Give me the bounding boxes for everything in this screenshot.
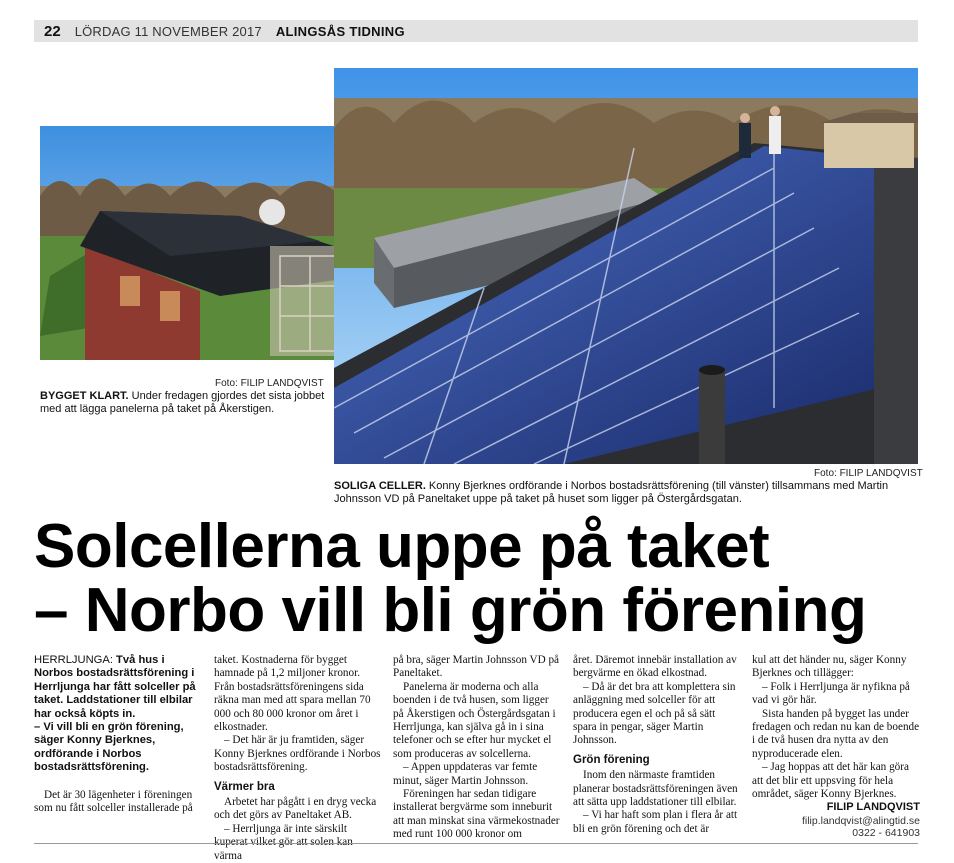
article-column-3 xyxy=(393,654,561,842)
photo-credit: Foto: FILIP LANDQVIST xyxy=(814,468,923,479)
article-lead xyxy=(34,654,202,721)
photo-credit: Foto: FILIP LANDQVIST xyxy=(215,378,324,389)
paragraph: taket. Kostnaderna för bygget hamnade på 1,2 miljoner kronor. Från bostadsrättsföreningens sida räkna man med att spara mellan 70 000 och 80 000 kronor om året i elkostnader. xyxy=(214,654,371,734)
subheading: Grön förening xyxy=(573,753,650,766)
caption-lead: BYGGET KLART. xyxy=(40,390,129,402)
paragraph: året. Däremot innebär installation av bergvärme en ökad elkostnad. xyxy=(573,654,737,680)
photo-solar-panels xyxy=(334,68,918,464)
lead-text: Två hus i Norbos bostadsrättsförening i Herrljunga har fått solceller på taket. Laddstationer till elbilar har också köpts in. xyxy=(34,654,196,720)
caption-text: Konny Bjerknes ordförande i Norbos bostadsrättsförening (till vänster) tillsammans med Martin Johnsson VD på Paneltaket uppe på taket på huset som ligger på Östergårdsgatan. xyxy=(334,480,889,505)
dateline-place: HERRLJUNGA: xyxy=(34,654,113,666)
paragraph: Föreningen har sedan tidigare installerat bergvärme som inneburit att man minskat sina värmekostnader med runt 100 000 kronor om xyxy=(393,788,560,841)
byline: FILIP LANDQVIST xyxy=(826,801,920,814)
subheading: Värmer bra xyxy=(214,780,275,793)
author-phone: 0322 - 641903 xyxy=(852,827,920,840)
headline-line-1: Solcellerna uppe på taket xyxy=(34,512,770,581)
lead-quote: – Vi vill bli en grön förening, säger Konny Bjerknes, ordförande i Norbos bostadsrättsförening. xyxy=(34,721,184,774)
paragraph: – Vi har haft som plan i flera år att bli en grön förening och det är xyxy=(573,809,738,835)
bottom-rule xyxy=(34,843,918,844)
newspaper-name: ALINGSÅS TIDNING xyxy=(275,23,405,39)
paragraph: – Appen uppdateras var femte minut, säger Martin Johnsson. xyxy=(393,761,538,787)
article-column-5 xyxy=(752,654,920,840)
paragraph: Sista handen på bygget las under fredagen och redan nu kan de boende i de två husen dra nytta av den nyproducerade elen. xyxy=(752,707,920,760)
caption-lead: SOLIGA CELLER. xyxy=(334,480,426,492)
paragraph: kul att det händer nu, säger Konny Bjerknes och tillägger: xyxy=(752,654,907,680)
paragraph: Arbetet har pågått i en dryg vecka och det görs av Paneltaket AB. xyxy=(214,796,377,822)
photo-building-done xyxy=(40,126,365,360)
page-number: 22 xyxy=(44,22,61,40)
headline-line-2: – Norbo vill bli grön förening xyxy=(34,576,867,645)
paragraph: – Folk i Herrljunga är nyfikna på vad vi gör här. xyxy=(752,680,910,707)
paragraph: på bra, säger Martin Johnsson VD på Paneltaket. xyxy=(393,654,560,680)
paragraph: – Jag hoppas att det här kan göra att det blir ett uppsving för hela området, säger Konny Bjerknes. xyxy=(752,761,909,801)
article-column-4 xyxy=(573,654,741,836)
caption-text: Under fredagen gjordes det sista jobbet med att lägga panelerna på taket på Åkerstigen. xyxy=(40,390,325,415)
paragraph: – Det här är ju framtiden, säger Konny Bjerknes ordförande i Norbos bostadsrättsförening. xyxy=(214,734,381,774)
page-header xyxy=(34,20,918,42)
paragraph: – Då är det bra att komplettera sin anläggning med solceller för att producera egen el och på så sätt spara in pengar, säger Martin Johnsson. xyxy=(573,680,736,747)
paragraph: Det är 30 lägenheter i föreningen som nu fått solceller installerade på xyxy=(34,788,193,815)
photo-caption xyxy=(334,480,919,506)
author-email: filip.landqvist@alingtid.se xyxy=(801,814,920,827)
paragraph: Inom den närmaste framtiden planerar bostadsrättsföreningen även att sätta upp laddstationer till elbilar. xyxy=(573,769,738,809)
paragraph: Panelerna är moderna och alla boenden i de två husen, som ligger på Åkerstigen och Östergårdsgatan i Herrljunga, kan själva gå in i sina telefoner och se efter hur mycket el som produceras av solcellerna. xyxy=(393,680,556,760)
headline xyxy=(34,512,924,645)
article-column-2 xyxy=(214,654,382,863)
issue-date: LÖRDAG 11 NOVEMBER 2017 xyxy=(74,23,262,39)
article-column-1 xyxy=(34,654,202,815)
paragraph: – Herrljunga är inte särskilt värma xyxy=(214,822,348,862)
photo-caption xyxy=(40,390,335,416)
